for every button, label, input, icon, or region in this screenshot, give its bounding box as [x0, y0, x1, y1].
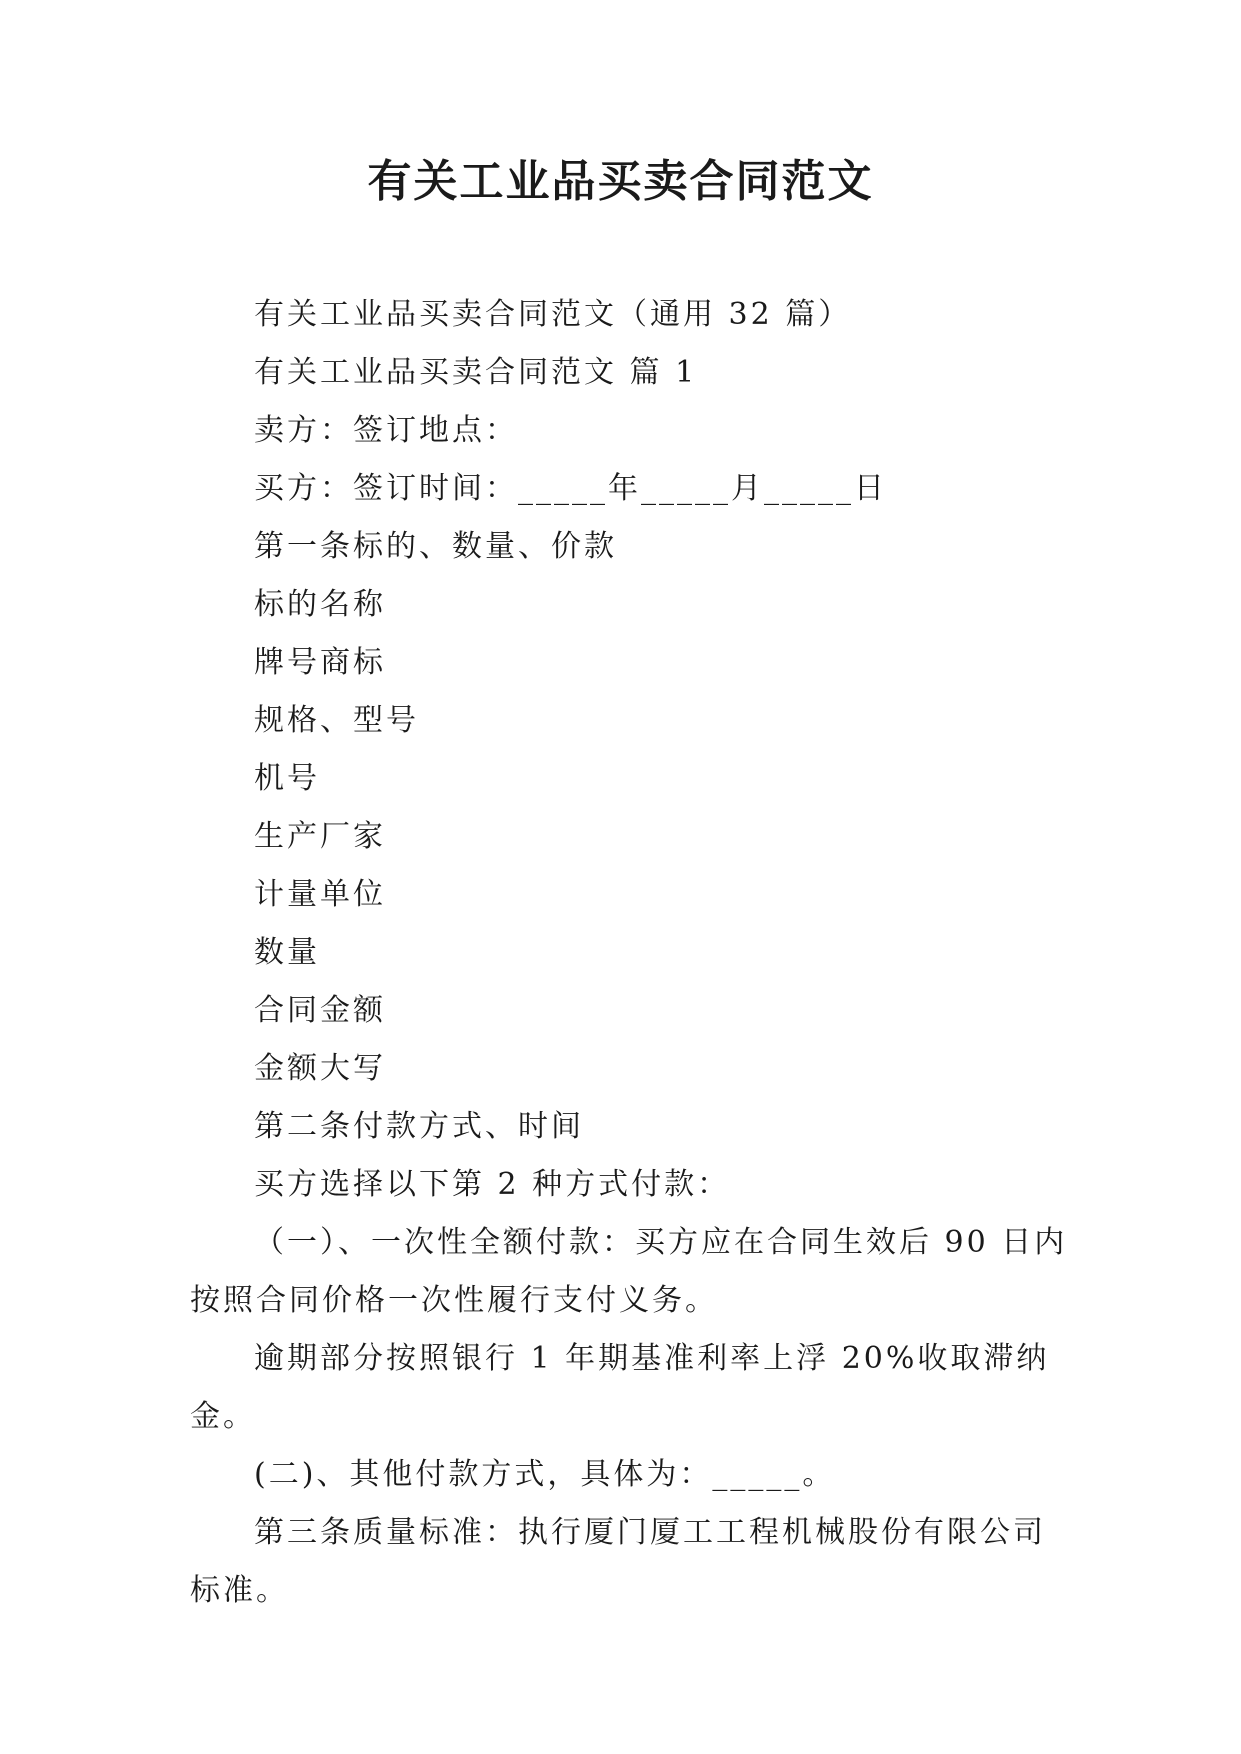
- paragraph-payment-option-2: (二)、其他付款方式，具体为：_____。: [254, 1457, 836, 1492]
- paragraph-machine-no: 机号: [254, 761, 320, 796]
- paragraph-payment-choice: 买方选择以下第 2 种方式付款：: [254, 1167, 731, 1202]
- paragraph-buyer: 买方：签订时间：_____年_____月_____日: [254, 471, 887, 506]
- paragraph-spec: 规格、型号: [254, 703, 419, 738]
- paragraph-late-fee: 逾期部分按照银行 1 年期基准利率上浮 20%收取滞纳金。: [190, 1341, 1050, 1434]
- paragraph-clause-2: 第二条付款方式、时间: [254, 1109, 584, 1144]
- document-body: [190, 286, 1070, 1620]
- document-title: 有关工业品买卖合同范文: [367, 156, 874, 207]
- paragraph-clause-1: 第一条标的、数量、价款: [254, 529, 617, 564]
- paragraph-seller: 卖方：签订地点：: [254, 413, 518, 448]
- paragraph-quantity: 数量: [254, 935, 320, 970]
- paragraph-amount-words: 金额大写: [254, 1051, 386, 1086]
- paragraph-brand: 牌号商标: [254, 645, 386, 680]
- paragraph-item-name: 标的名称: [254, 587, 386, 622]
- paragraph-amount: 合同金额: [254, 993, 386, 1028]
- paragraph-subtitle: 有关工业品买卖合同范文（通用 32 篇）: [254, 297, 852, 332]
- paragraph-manufacturer: 生产厂家: [254, 819, 386, 854]
- paragraph-article-heading: 有关工业品买卖合同范文 篇 1: [254, 355, 698, 390]
- paragraph-unit: 计量单位: [254, 877, 386, 912]
- paragraph-clause-3: 第三条质量标准：执行厦门厦工工程机械股份有限公司标准。: [190, 1515, 1046, 1608]
- paragraph-payment-option-1: （一）、一次性全额付款：买方应在合同生效后 90 日内按照合同价格一次性履行支付义务。: [190, 1225, 1068, 1318]
